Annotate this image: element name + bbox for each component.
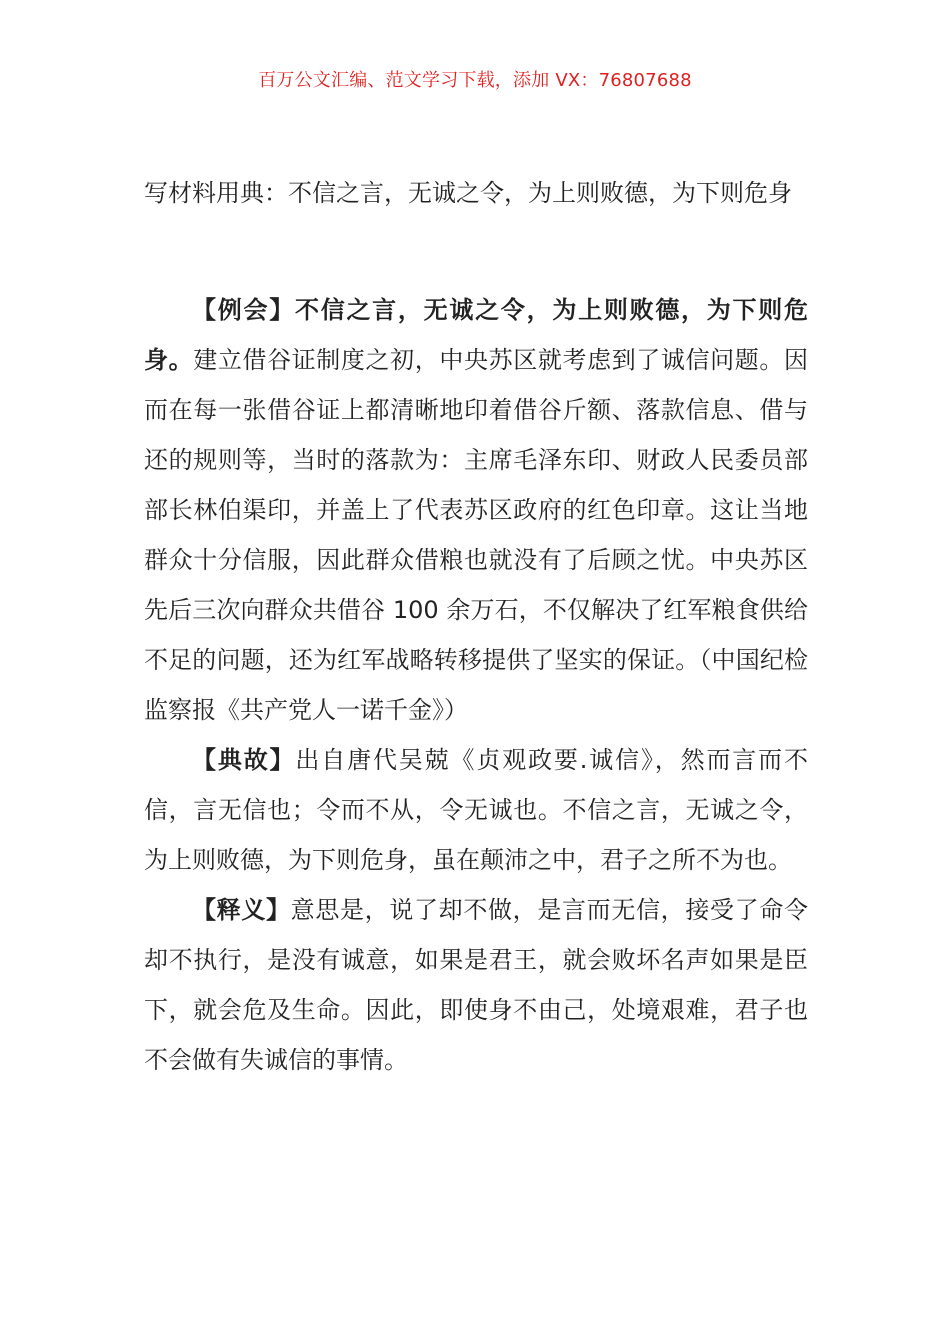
paragraph-label: 【典故】 xyxy=(192,746,296,774)
document-body xyxy=(144,285,808,1085)
paragraph-allusion xyxy=(144,735,808,885)
document-title: 写材料用典：不信之言，无诚之令，为上则败德，为下则危身 xyxy=(144,179,792,207)
paragraph-text: 建立借谷证制度之初，中央苏区就考虑到了诚信问题。因而在每一张借谷证上都清晰地印着借谷斤额、落款信息、借与还的规则等，当时的落款为：主席毛泽东印、财政人民委员部部长林伯渠印，并盖上了代表苏区政府的红色印章。这让当地群众十分信服，因此群众借粮也就没有了后顾之忧。中央苏区先后三次向群众共借谷 100 余万石，不仅解决了红军粮食供给不足的问题，还为红军战略转移提供了坚实的保证。（中国纪检监察报《共产党人一诺千金》） xyxy=(144,346,809,724)
paragraph-label: 【释义】 xyxy=(192,896,291,924)
paragraph-text: 出自唐代吴兢《贞观政要.诚信》，然而言而不信，言无信也；令而不从，令无诚也。不信之言，无诚之令，为上则败德，为下则危身，虽在颠沛之中，君子之所不为也。 xyxy=(144,746,808,874)
paragraph-meaning xyxy=(144,885,808,1085)
paragraph-example xyxy=(144,285,808,735)
paragraph-text: 意思是，说了却不做，是言而无信，接受了命令却不执行，是没有诚意，如果是君王，就会败坏名声如果是臣下，就会危及生命。因此，即使身不由己，处境艰难，君子也不会做有失诚信的事情。 xyxy=(144,896,809,1074)
watermark-banner: 百万公文汇编、范文学习下载，添加 VX：76807688 xyxy=(258,70,692,91)
paragraph-quote: 不信之言，无诚之令，为上则败德，为下则危身。 xyxy=(144,296,809,374)
paragraph-label: 【例会】 xyxy=(192,296,295,324)
